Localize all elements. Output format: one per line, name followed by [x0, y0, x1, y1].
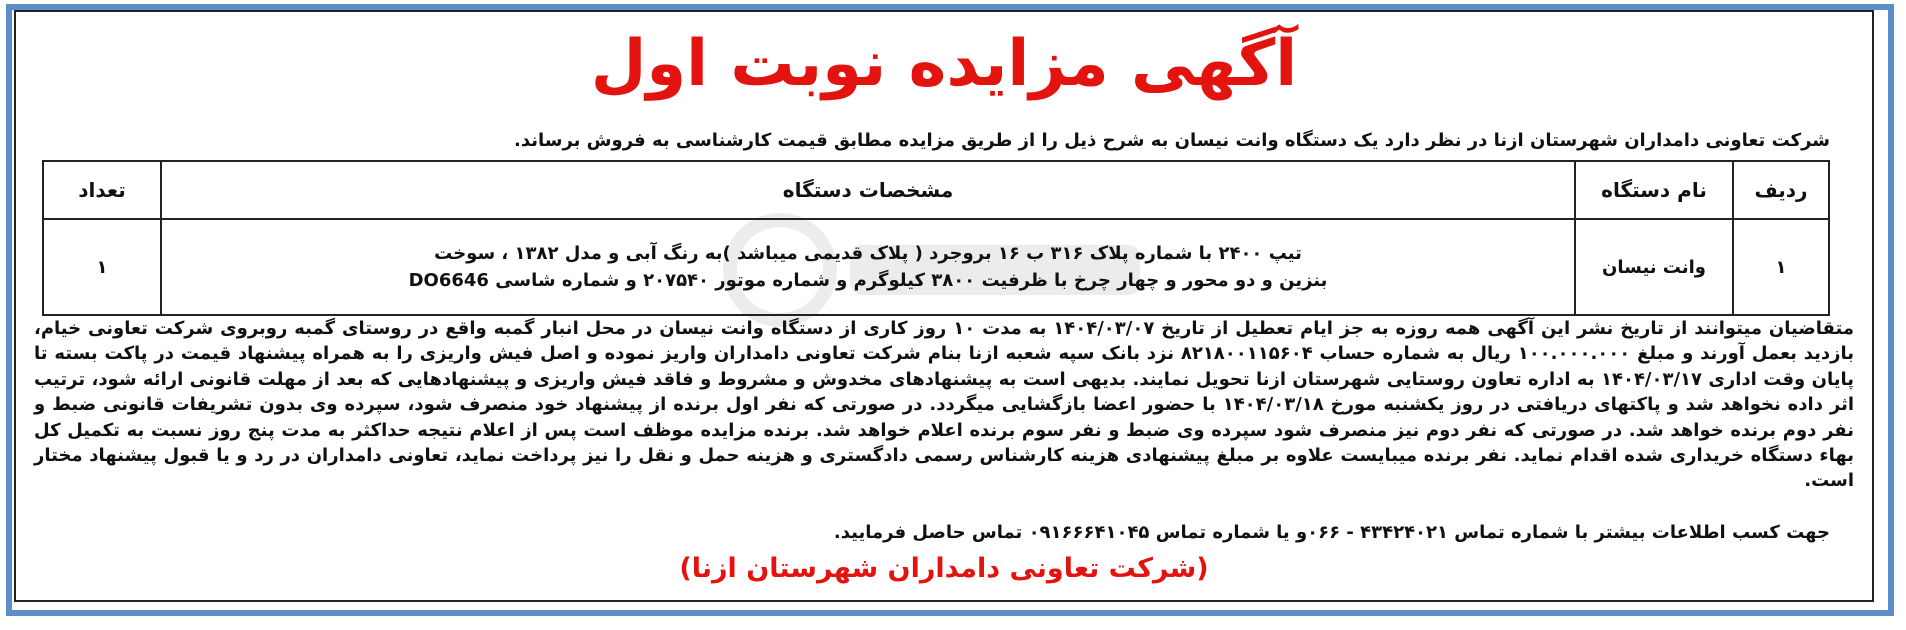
header-device-spec: مشخصات دستگاه	[161, 161, 1575, 219]
cell-row-number: ۱	[1733, 219, 1829, 315]
spec-line-1: تیپ ۲۴۰۰ با شماره پلاک ۳۱۶ ب ۱۶ بروجرد ( پلاک قدیمی میباشد )به رنگ آبی و مدل ۱۳۸۲ ، سوخت	[434, 243, 1302, 264]
cell-quantity: ۱	[43, 219, 161, 315]
table-row	[43, 219, 1829, 315]
header-quantity: تعداد	[43, 161, 161, 219]
notice-title: آگهی مزایده نوبت اول	[590, 27, 1298, 101]
cell-device-spec	[161, 219, 1575, 315]
contact-info: جهت کسب اطلاعات بیشتر با شماره تماس ۴۳۴۲۴۰۲۱ - ۰۶۶و یا شماره تماس ۰۹۱۶۶۶۴۱۰۴۵ تماس حاصل فرمایید.	[833, 522, 1830, 543]
notice-intro: شرکت تعاونی دامداران شهرستان ازنا در نظر دارد یک دستگاه وانت نیسان به شرح ذیل را از طریق مزایده مطابق قیمت کارشناسی به فروش برساند.	[514, 130, 1830, 151]
auction-conditions: متقاضیان میتوانند از تاریخ نشر این آگهی همه روزه به جز ایام تعطیل از تاریخ ۱۴۰۴/۰۳/۰۷ به مدت ۱۰ روز کاری از دستگاه وانت نیسان در محل انبار گمبه واقع در روستای گمبه روبروی شرکت تعاونی خیام، بازدید بعمل آورند و مبلغ ۱۰۰.۰۰۰.۰۰۰ ریال به شماره حساب ۸۲۱۸۰۰۱۱۵۶۰۴ نزد بانک سپه شعبه ازنا بنام شرکت تعاونی دامداران واریز نموده و اصل فیش واریزی را به همراه پیشنهاد قیمت در پاکت بسته تا پایان وقت اداری ۱۴۰۴/۰۳/۱۷ به اداره تعاون روستایی شهرستان ازنا تحویل نمایند. بدیهی است به پیشنهادهای مخدوش و مشروط و فاقد فیش واریزی و پیشنهادهایی که بعد از مهلت قانونی ارائه شود، ترتیب اثر داده نخواهد شد و پاکتهای دریافتی در روز یکشنبه مورخ ۱۴۰۴/۰۳/۱۸ با حضور اعضا بازگشایی میگردد. در صورتی که نفر اول برنده از پیشنهاد خود منصرف شود، سپرده وی بدون تشریفات قانونی ضبط و نفر دوم برنده خواهد شد. در صورتی که نفر دوم نیز منصرف شود سپرده وی ضبط و نفر سوم برنده اعلام خواهد شد. برنده مزایده موظف است پس از اعلام نتیجه حداکثر به مدت پنج روز نسبت به تکمیل کل بهاء دستگاه خریداری شده اقدام نماید. نفر برنده میبایست علاوه بر مبلغ پیشنهادی هزینه کارشناس رسمی دادگستری و هزینه حمل و نقل را نیز پرداخت نماید، تعاونی دامداران در رد و یا قبول پیشنهاد مختار است.	[34, 318, 1855, 492]
notice-page	[24, 16, 1864, 596]
device-table	[42, 160, 1830, 316]
header-row-number: ردیف	[1733, 161, 1829, 219]
table-header-row	[43, 161, 1829, 219]
header-device-name: نام دستگاه	[1575, 161, 1733, 219]
spec-line-2: بنزین و دو محور و چهار چرخ با ظرفیت ۳۸۰۰ کیلوگرم و شماره موتور ۲۰۷۵۴۰ و شماره شاسی DO6646	[408, 270, 1328, 291]
cell-device-name: وانت نیسان	[1575, 219, 1733, 315]
issuer-signature: (شرکت تعاونی دامداران شهرستان ازنا)	[679, 553, 1209, 584]
